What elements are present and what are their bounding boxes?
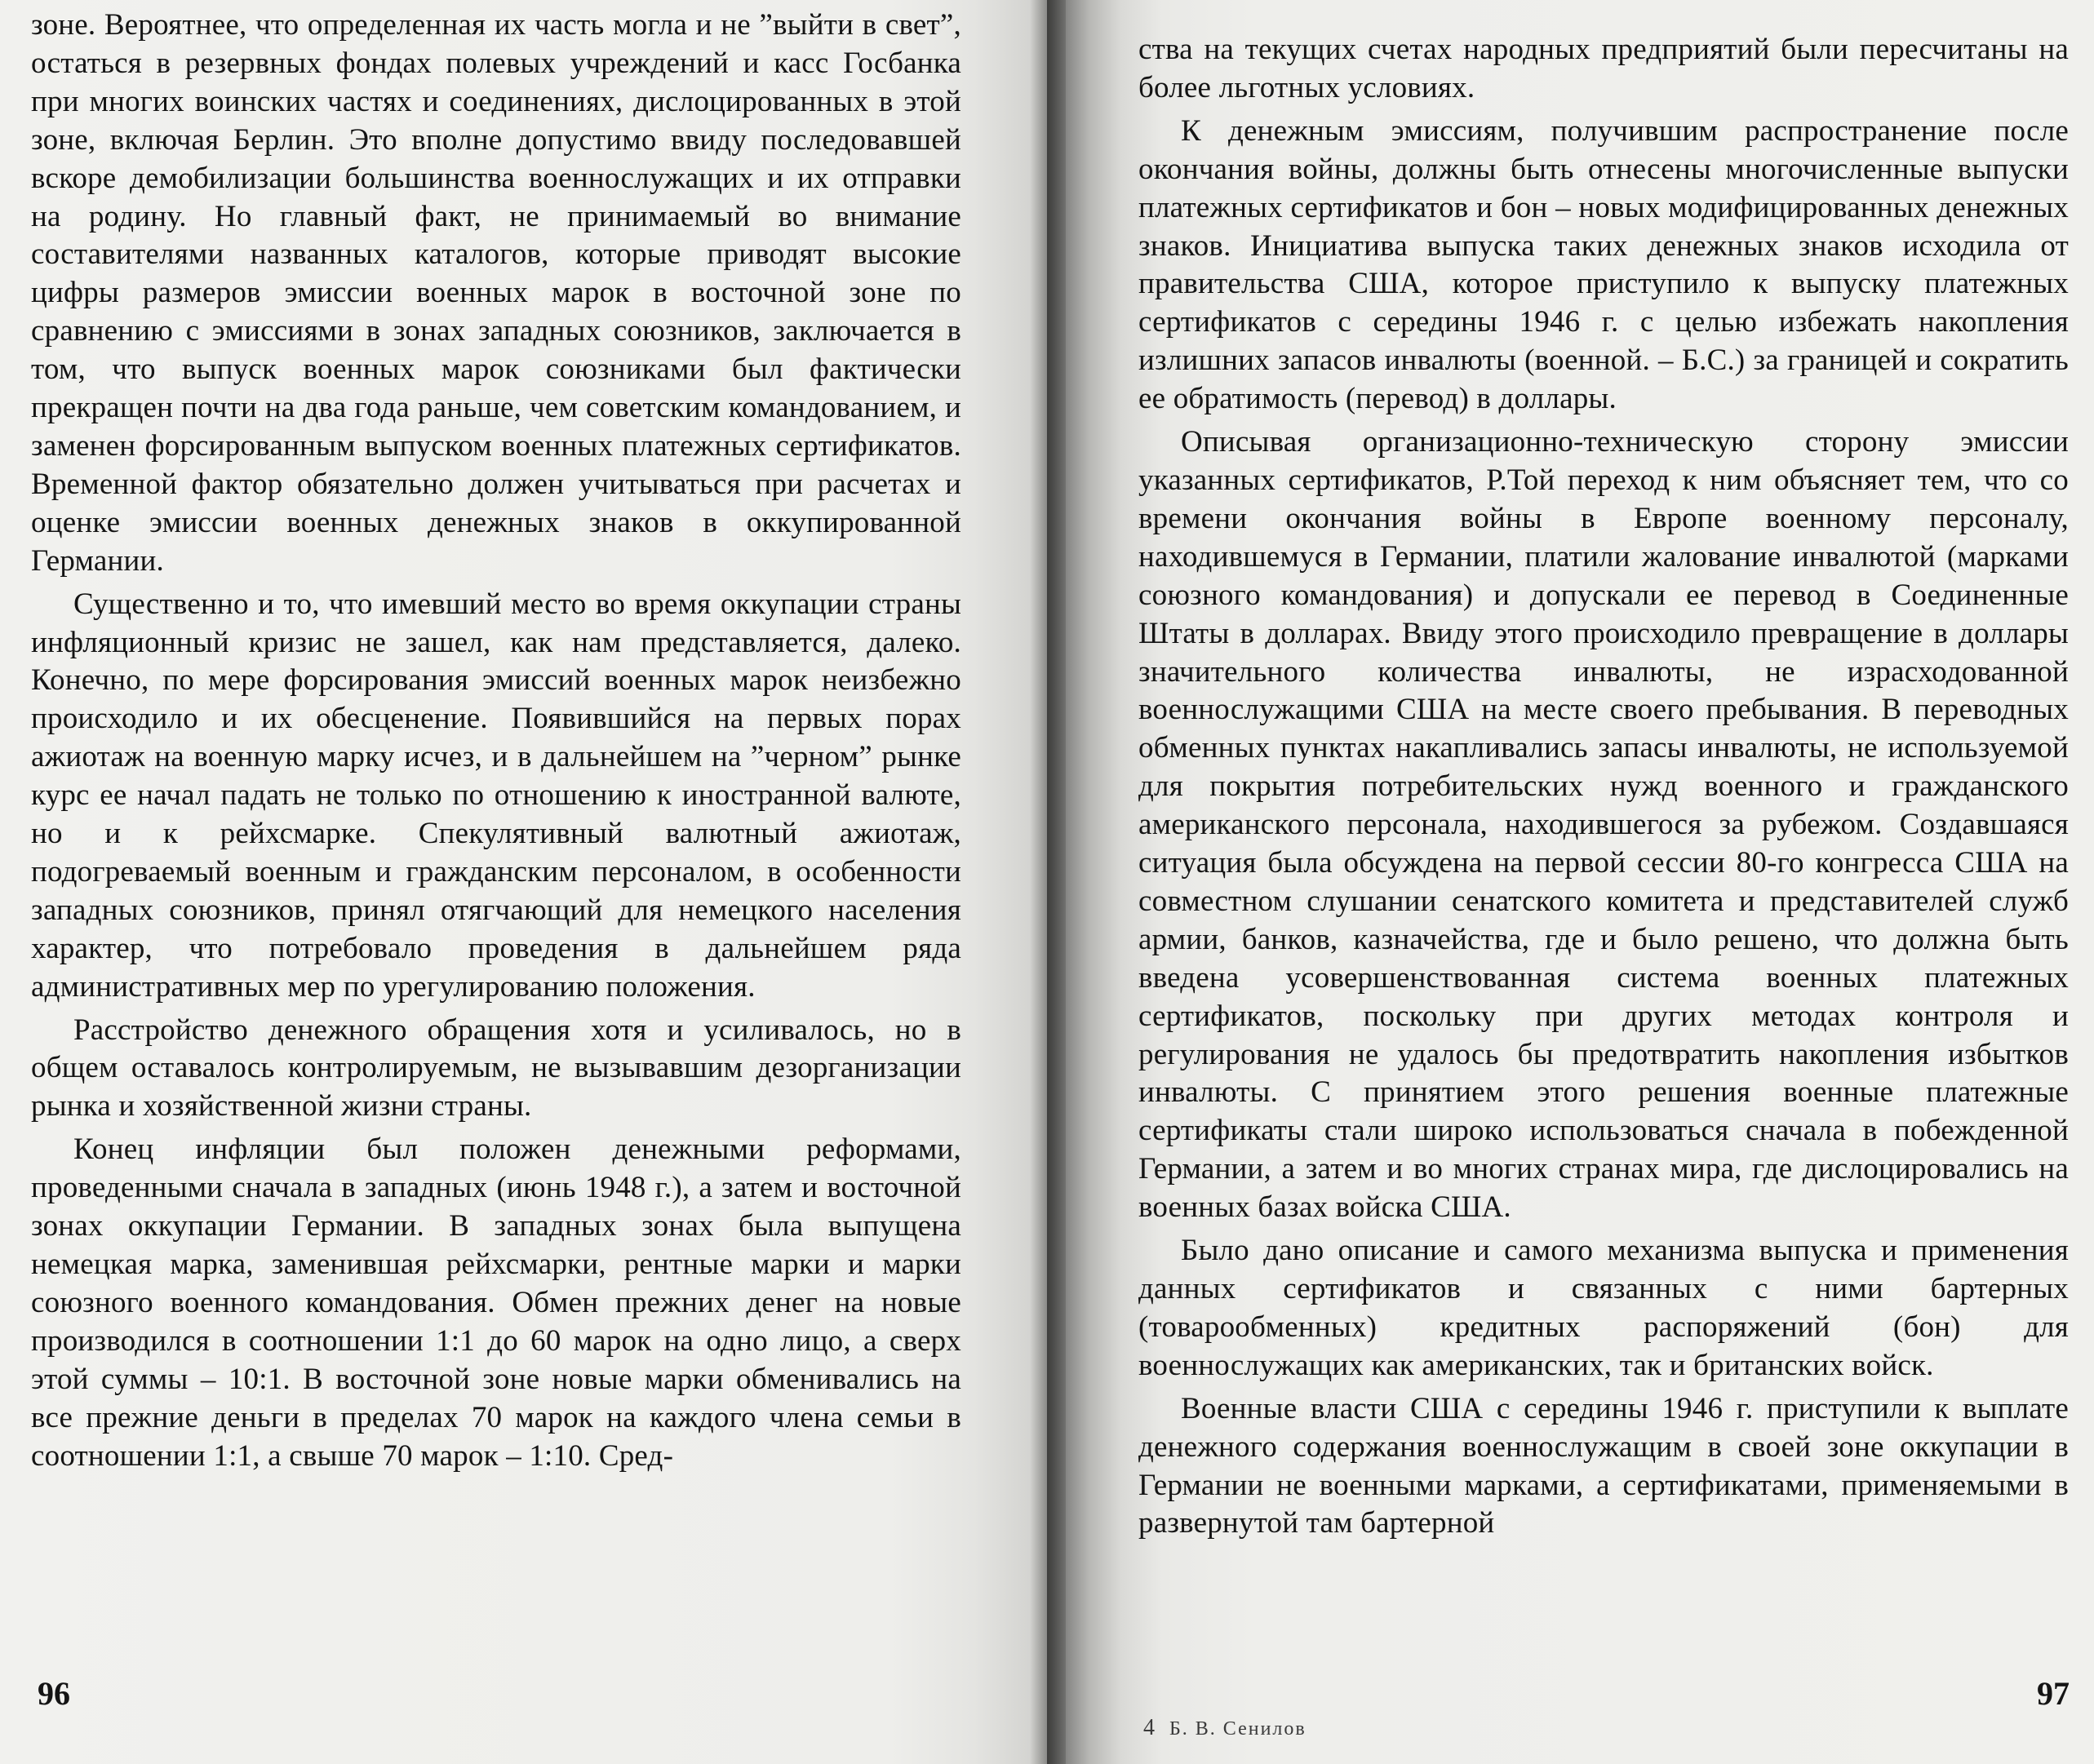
right-page-text — [1138, 31, 2069, 1543]
right-paragraph-4: Было дано описание и самого механизма выпуска и применения данных сертификатов и связанных с ними бартерных (товарообменных) кредитных распоряжений (бон) для военнослужащих как американских, так и британских войск. — [1138, 1234, 2069, 1382]
right-paragraph-3: Описывая организационно-техническую сторону эмиссии указанных сертификатов, Р.Той переход к ним объясняет тем, что со времени окончания войны в Европе военному персоналу, находившемуся в Германии, платили жалование инвалютой (марками союзного командования) и допускали ее перевод в Соединенные Штаты в долларах. Ввиду этого происходило превращение в доллары значительного количества инвалюты, не израсходованной военнослужащими США на месте своего пребывания. В переводных обменных пунктах накапливались запасы инвалюты, не используемой для покрытия потребительских нужд военного и гражданского американского персонала, находившегося за рубежом. Создавшаяся ситуация была обсуждена на первой сессии 80-го конгресса США на совместном слушании сенатского комитета и представителей служб армии, банков, казначейства, где и было решено, что должна быть введена усовершенствованная система военных платежных сертификатов, поскольку при других методах контроля и регулирования не удалось бы предотвратить накопления избытков инвалюты. С принятием этого решения военные платежные сертификаты стали широко использоваться сначала в побежденной Германии, а затем и во многих странах мира, где дислоцировались на военных базах войска США. — [1138, 425, 2069, 1225]
right-paragraph-2: К денежным эмиссиям, получившим распространение после окончания войны, должны быть отнесены многочисленные выпуски платежных сертификатов и бон – новых модифицированных денежных знаков. Инициатива выпуска таких денежных знаков исходила от правительства США, которое приступило к выпуску платежных сертификатов с середины 1946 г. с целью избежать накопления излишних запасов инвалюты (военной. – Б.С.) за границей и сократить ее обратимость (перевод) в доллары. — [1138, 113, 2069, 416]
right-page-number: 97 — [2037, 1675, 2070, 1712]
right-paragraph-5: Военные власти США с середины 1946 г. приступили к выплате денежного содержания военнослужащим в своей зоне оккупации в Германии не военными марками, а сертификатами, применяемыми в развернутой там бартерной — [1138, 1391, 2069, 1540]
left-page-number: 96 — [38, 1675, 70, 1712]
left-paragraph-2: Существенно и то, что имевший место во время оккупации страны инфляционный кризис не зашел, как нам представляется, далеко. Конечно, по мере форсирования эмиссий военных марок неизбежно происходило и их обесценение. Появившийся на первых порах ажиотаж на военную марку исчез, и в дальнейшем на ”черном” рынке курс ее начал падать не только по отношению к иностранной валюте, но и к рейхсмарке. Спекулятивный валютный ажиотаж, подогреваемый военным и гражданским персоналом, в особенности западных союзников, принял отягчающий для немецкого населения характер, что потребовало проведения в дальнейшем ряда административных мер по урегулированию положения. — [31, 587, 961, 1004]
right-paragraph-1: ства на текущих счетах народных предприятий были пересчитаны на более льготных условиях. — [1138, 33, 2069, 104]
left-paragraph-3: Расстройство денежного обращения хотя и усиливалось, но в общем оставалось контролируемым, не вызывавшим дезорганизации рынка и хозяйственной жизни страны. — [31, 1013, 961, 1124]
left-page-text — [31, 7, 961, 1475]
right-page — [1047, 0, 2094, 1764]
left-paragraph-1: зоне. Вероятнее, что определенная их часть могла и не ”выйти в свет”, остаться в резервных фондах полевых учреждений и касс Госбанка при многих воинских частях и соединениях, дислоцированных в этой зоне, включая Берлин. Это вполне допустимо ввиду последовавшей вскоре демобилизации большинства военнослужащих и их отправки на родину. Но главный факт, не принимаемый во внимание составителями названных каталогов, которые приводят высокие цифры размеров эмиссии военных марок в восточной зоне по сравнению с эмиссиями в зонах западных союзников, заключается в том, что выпуск военных марок союзниками был фактически прекращен почти на два года раньше, чем советским командованием, и заменен форсированным выпуском военных платежных сертификатов. Временной фактор обязательно должен учитываться при расчетах и оценке эмиссии военных денежных знаков в оккупированной Германии. — [31, 8, 961, 578]
left-paragraph-4: Конец инфляции был положен денежными реформами, проведенными сначала в западных (июнь 1948 г.), а затем и восточной зонах оккупации Германии. В западных зонах была выпущена немецкая марка, заменившая рейхсмарки, рентные марки и марки союзного военного командования. Обмен прежних денег на новые производился в соотношении 1:1 до 60 марок на одно лицо, а сверх этой суммы – 10:1. В восточной зоне новые марки обменивались на все прежние деньги в пределах 70 марок на каждого члена семьи в соотношении 1:1, а свыше 70 марок – 1:10. Сред- — [31, 1132, 961, 1473]
signature-author: Б. В. Сенилов — [1169, 1718, 1307, 1740]
printer-signature-mark — [1143, 1715, 1307, 1741]
signature-number: 4 — [1143, 1715, 1156, 1740]
